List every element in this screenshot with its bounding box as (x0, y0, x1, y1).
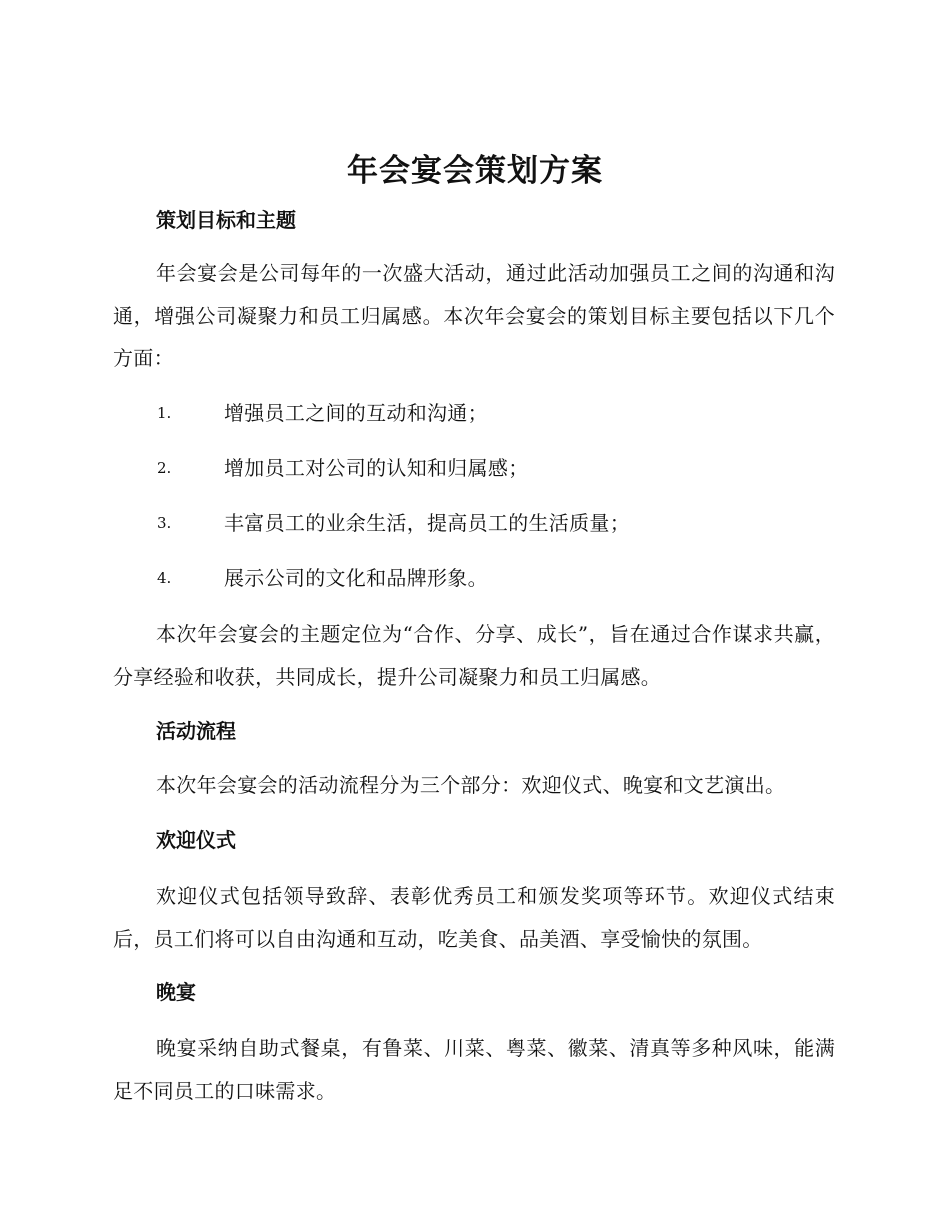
section-heading-welcome: 欢迎仪式 (156, 828, 236, 852)
goal-list-item (0, 453, 950, 483)
goal-number: 1. (157, 404, 172, 422)
welcome-paragraph: 欢迎仪式包括领导致辞、表彰优秀员工和颁发奖项等环节。欢迎仪式结束后，员工们将可以自由沟通和互动，吃美食、品美酒、享受愉快的氛围。 (113, 884, 835, 951)
goal-number: 3. (157, 514, 172, 532)
goals-intro-paragraph: 年会宴会是公司每年的一次盛大活动，通过此活动加强员工之间的沟通和沟通，增强公司凝聚力和员工归属感。本次年会宴会的策划目标主要包括以下几个方面： (113, 261, 835, 370)
process-paragraph: 本次年会宴会的活动流程分为三个部分：欢迎仪式、晚宴和文艺演出。 (156, 773, 786, 797)
goal-number: 4. (157, 569, 172, 587)
section-heading-process: 活动流程 (156, 719, 236, 743)
section-heading-goals: 策划目标和主题 (156, 208, 296, 232)
document-title: 年会宴会策划方案 (347, 153, 603, 189)
goal-list-item (0, 508, 950, 538)
theme-paragraph: 本次年会宴会的主题定位为“合作、分享、成长”，旨在通过合作谋求共赢，分享经验和收获，共同成长，提升公司凝聚力和员工归属感。 (113, 622, 835, 689)
goal-text: 展示公司的文化和品牌形象。 (224, 566, 488, 590)
goal-number: 2. (157, 459, 172, 477)
goal-list-item (0, 398, 950, 428)
goal-list-item (0, 563, 950, 593)
goal-text: 增加员工对公司的认知和归属感； (224, 456, 529, 480)
section-heading-dinner: 晚宴 (156, 980, 196, 1004)
goal-text: 丰富员工的业余生活，提高员工的生活质量； (224, 511, 630, 535)
dinner-paragraph: 晚宴采纳自助式餐桌，有鲁菜、川菜、粤菜、徽菜、清真等多种风味，能满足不同员工的口味需求。 (113, 1036, 835, 1103)
goal-text: 增强员工之间的互动和沟通； (224, 401, 488, 425)
